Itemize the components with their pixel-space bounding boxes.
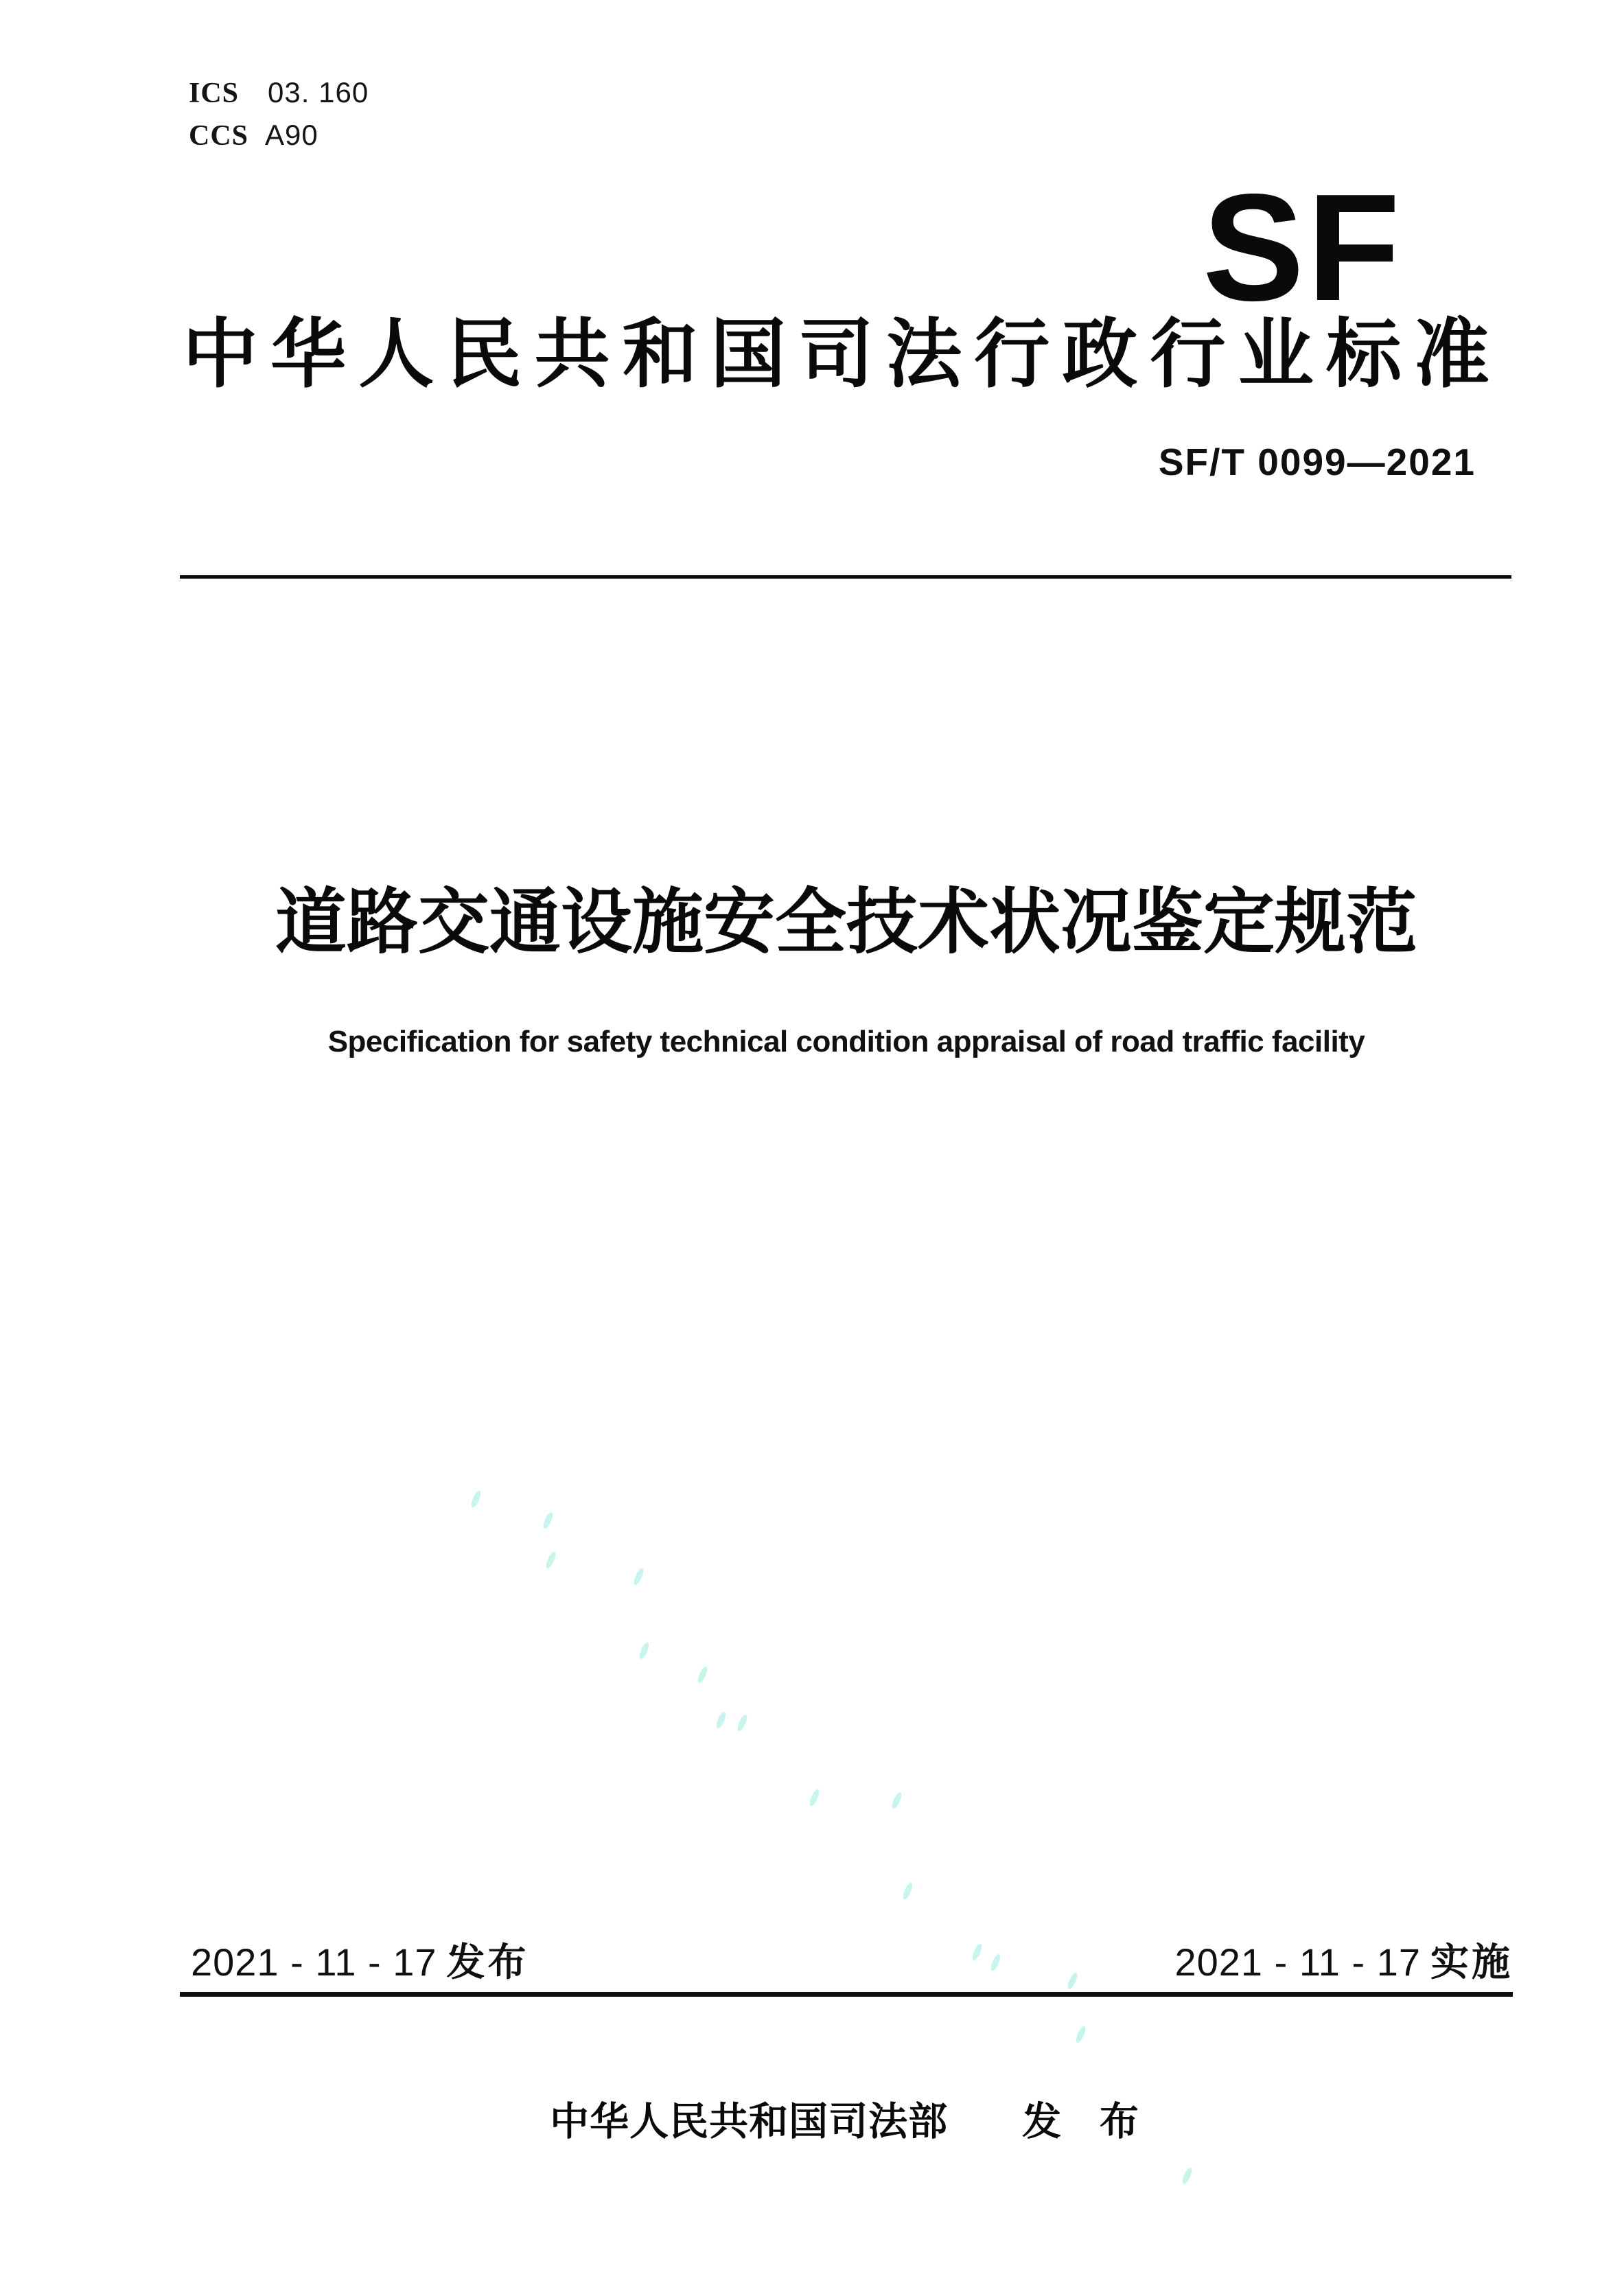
ccs-code-line xyxy=(189,119,318,152)
scan-speck xyxy=(890,1791,903,1809)
publisher-name: 中华人民共和国司法部 xyxy=(550,2100,949,2144)
standard-type-char: 中 xyxy=(183,312,258,397)
standard-type-char: 民 xyxy=(446,312,522,397)
scan-speck xyxy=(696,1665,709,1684)
scan-speck xyxy=(971,1943,984,1961)
standard-type-char: 华 xyxy=(270,312,347,397)
scan-speck xyxy=(638,1641,651,1660)
scan-speck xyxy=(542,1511,555,1529)
standard-type-heading xyxy=(183,314,1489,396)
ccs-label: CCS xyxy=(189,120,249,152)
publisher-line xyxy=(178,2100,1514,2144)
ics-value: 03. 160 xyxy=(268,76,369,108)
document-title-zh: 道路交通设施安全技术状况鉴定规范 xyxy=(275,883,1417,962)
standard-type-char: 政 xyxy=(1062,312,1138,397)
scan-speck xyxy=(632,1567,645,1586)
implement-date-line xyxy=(1174,1940,1513,1984)
sf-logo: SF xyxy=(1203,163,1403,333)
scan-speck xyxy=(736,1713,749,1732)
scan-speck xyxy=(544,1551,557,1569)
standard-type-char: 行 xyxy=(1150,312,1226,397)
standard-type-char: 共 xyxy=(534,312,610,397)
issue-date-line xyxy=(191,1940,529,1984)
standard-type-char: 司 xyxy=(798,312,874,397)
bottom-rule xyxy=(180,1992,1513,1997)
scan-speck xyxy=(469,1489,483,1508)
scan-speck xyxy=(1181,2166,1194,2185)
standard-type-char: 国 xyxy=(710,312,786,397)
scan-speck xyxy=(901,1881,914,1900)
standard-type-char: 和 xyxy=(622,312,698,397)
standard-type-char: 行 xyxy=(974,312,1050,397)
ics-label: ICS xyxy=(189,78,240,109)
scan-speck xyxy=(1074,2025,1087,2043)
ccs-value: A90 xyxy=(265,119,318,151)
top-rule xyxy=(180,575,1511,579)
publish-action-label: 发 布 xyxy=(1022,2100,1143,2144)
scan-speck xyxy=(715,1711,728,1729)
ics-code-line xyxy=(189,77,369,109)
implement-date: 2021 - 11 - 17 xyxy=(1174,1940,1421,1984)
standard-number: SF/T 0099—2021 xyxy=(1158,441,1476,483)
standard-type-char: 人 xyxy=(358,312,434,397)
standard-type-char: 准 xyxy=(1413,312,1489,397)
document-title-en: Specification for safety technical condition appraisal of road traffic facility xyxy=(327,1025,1365,1058)
standard-type-char: 业 xyxy=(1238,312,1314,397)
implement-label: 实施 xyxy=(1430,1940,1513,1984)
standard-type-char: 法 xyxy=(886,312,962,397)
scan-speck xyxy=(989,1953,1002,1971)
scan-speck xyxy=(1066,1971,1079,1990)
scan-speck xyxy=(808,1788,821,1807)
standard-type-char: 标 xyxy=(1325,312,1402,397)
issue-date: 2021 - 11 - 17 xyxy=(191,1940,437,1984)
issue-label: 发布 xyxy=(446,1940,529,1984)
